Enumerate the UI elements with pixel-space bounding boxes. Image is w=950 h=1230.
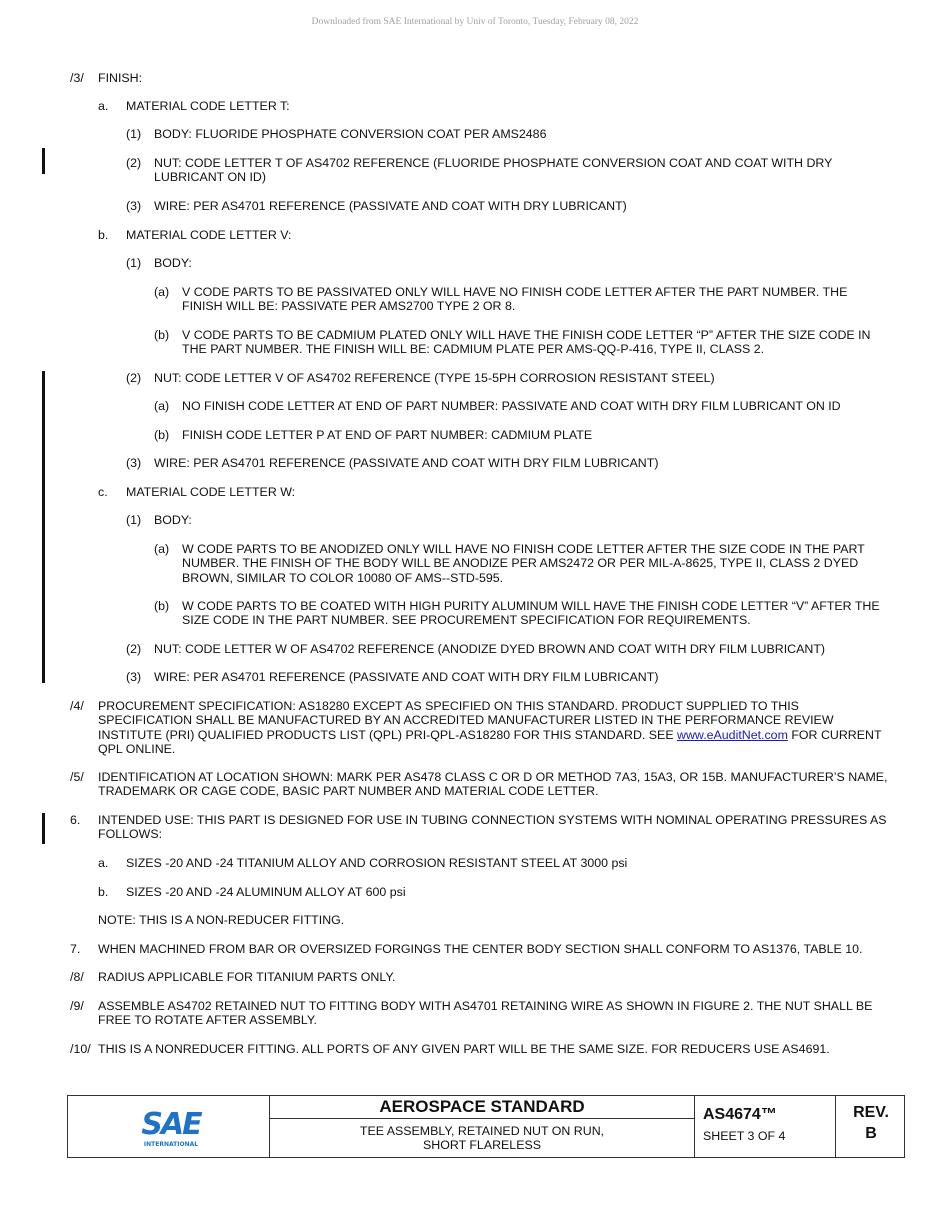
item-text: MATERIAL CODE LETTER V: [126, 228, 292, 242]
item-text: MATERIAL CODE LETTER W: [126, 485, 296, 499]
sae-logo-icon [137, 1106, 205, 1150]
sheet-number: SHEET 3 OF 4 [703, 1129, 786, 1143]
document-number-cell [695, 1096, 836, 1157]
note-label: /5/ [70, 770, 84, 784]
item-label: (1) [126, 127, 142, 141]
note-text: INTENDED USE: THIS PART IS DESIGNED FOR USE IN TUBING CONNECTION SYSTEMS WITH NOMINAL OPERATING PRESSURES AS FOLLOWS: [98, 813, 887, 842]
item-label: (b) [154, 428, 170, 442]
download-watermark: Downloaded from SAE International by Univ of Toronto, Tuesday, February 08, 2022 [311, 17, 639, 27]
item-label: b. [98, 885, 109, 899]
item-text: NUT: CODE LETTER T OF AS4702 REFERENCE (FLUORIDE PHOSPHATE CONVERSION COAT AND COAT WITH DRY LUBRICANT ON ID) [154, 156, 833, 185]
item-label: (b) [154, 328, 170, 342]
revision-bar [42, 148, 45, 174]
item-text: NO FINISH CODE LETTER AT END OF PART NUMBER: PASSIVATE AND COAT WITH DRY FILM LUBRICANT ON ID [182, 399, 841, 413]
item-text: V CODE PARTS TO BE PASSIVATED ONLY WILL HAVE NO FINISH CODE LETTER AFTER THE PART NUMBER. THE FINISH WILL BE: PASSIVATE PER AMS2700 TYPE 2 OR 8. [182, 285, 848, 314]
note-label: /3/ [70, 71, 84, 85]
item-label: (2) [126, 156, 142, 170]
item-text: WIRE: PER AS4701 REFERENCE (PASSIVATE AND COAT WITH DRY FILM LUBRICANT) [154, 670, 659, 684]
eauditnet-link[interactable]: www.eAuditNet.com [677, 727, 788, 742]
note-6-remark [98, 913, 890, 927]
item-text: MATERIAL CODE LETTER T: [126, 99, 290, 113]
item-text: WIRE: PER AS4701 REFERENCE (PASSIVATE AND COAT WITH DRY FILM LUBRICANT) [154, 456, 659, 470]
note-text: THIS IS A NONREDUCER FITTING. ALL PORTS OF ANY GIVEN PART WILL BE THE SAME SIZE. FOR REDUCERS USE AS4691. [98, 1042, 830, 1056]
item-text: W CODE PARTS TO BE ANODIZED ONLY WILL HAVE NO FINISH CODE LETTER AFTER THE SIZE CODE IN THE PART NUMBER. THE FINISH OF THE BODY WILL BE ANODIZE PER AMS2472 OR PER MIL-A-8625, TYPE II, CLASS 2 DYED BROWN, SIMILAR TO COLOR 10080 OF AMS--STD-595. [182, 542, 865, 585]
sae-logo-text: SAE [141, 1107, 201, 1142]
note-label: 6. [70, 813, 81, 827]
item-text: W CODE PARTS TO BE COATED WITH HIGH PURITY ALUMINUM WILL HAVE THE FINISH CODE LETTER “V” AFTER THE SIZE CODE IN THE PART NUMBER. SEE PROCUREMENT SPECIFICATION FOR REQUIREMENTS. [182, 599, 880, 628]
item-label: (a) [154, 285, 170, 299]
standard-heading: AEROSPACE STANDARD [270, 1096, 694, 1119]
note-text-before: PROCUREMENT SPECIFICATION: AS18280 EXCEPT AS SPECIFIED ON THIS STANDARD. PRODUCT SUPPLIED TO THIS SPECIFICATION SHALL BE MANUFACTURED BY AN ACCREDITED MANUFACTURER LISTED IN THE PERFORMANCE REVIEW INSTITUTE (PRI) QUALIFIED PRODUCTS LIST (QPL) PRI-QPL-AS18280 FOR THIS STANDARD. SEE [98, 699, 834, 742]
note-label: /8/ [70, 970, 84, 984]
sae-logo-subtext: INTERNATIONAL [143, 1141, 199, 1148]
item-text: BODY: FLUORIDE PHOSPHATE CONVERSION COAT PER AMS2486 [154, 127, 547, 141]
note-text [98, 699, 890, 756]
standard-cell [270, 1096, 695, 1157]
item-label: a. [98, 856, 109, 870]
logo-cell [68, 1096, 270, 1157]
revision-label: REV. [853, 1104, 889, 1121]
item-text: NUT: CODE LETTER W OF AS4702 REFERENCE (ANODIZE DYED BROWN AND COAT WITH DRY FILM LUBRICANT) [154, 642, 826, 656]
note-text-after: FOR CURRENT QPL ONLINE. [98, 727, 882, 756]
note-text: WHEN MACHINED FROM BAR OR OVERSIZED FORGINGS THE CENTER BODY SECTION SHALL CONFORM TO AS1376, TABLE 10. [98, 942, 863, 956]
remark-text: NOTE: THIS IS A NON-REDUCER FITTING. [98, 913, 345, 927]
revision-value: B [865, 1125, 877, 1142]
title-line-1: TEE ASSEMBLY, RETAINED NUT ON RUN, [359, 1124, 605, 1138]
item-text: NUT: CODE LETTER V OF AS4702 REFERENCE (TYPE 15-5PH CORROSION RESISTANT STEEL) [154, 371, 715, 385]
item-label: b. [98, 228, 109, 242]
item-label: (a) [154, 399, 170, 413]
item-label: (b) [154, 599, 170, 613]
note-text: IDENTIFICATION AT LOCATION SHOWN: MARK PER AS478 CLASS C OR D OR METHOD 7A3, 15A3, OR 15B. MANUFACTURER’S NAME, TRADEMARK OR CAGE CODE, BASIC PART NUMBER AND MATERIAL CODE LETTER. [98, 770, 888, 799]
item-label: (a) [154, 542, 170, 556]
note-label: /4/ [70, 699, 84, 713]
item-text: V CODE PARTS TO BE CADMIUM PLATED ONLY WILL HAVE THE FINISH CODE LETTER “P” AFTER THE SIZE CODE IN THE PART NUMBER. THE FINISH WILL BE: CADMIUM PLATE PER AMS-QQ-P-416, TYPE II, CLASS 2. [182, 328, 871, 357]
note-label: /9/ [70, 999, 84, 1013]
item-text: WIRE: PER AS4701 REFERENCE (PASSIVATE AND COAT WITH DRY LUBRICANT) [154, 199, 627, 213]
revision-bar [42, 371, 45, 683]
item-label: (2) [126, 371, 142, 385]
note-label: 7. [70, 942, 81, 956]
item-label: (1) [126, 513, 142, 527]
item-label: (3) [126, 670, 142, 684]
item-label: (1) [126, 256, 142, 270]
note-text: ASSEMBLE AS4702 RETAINED NUT TO FITTING BODY WITH AS4701 RETAINING WIRE AS SHOWN IN FIGURE 2. THE NUT SHALL BE FREE TO ROTATE AFTER ASSEMBLY. [98, 999, 873, 1028]
note-text: FINISH: [98, 71, 143, 85]
document-number: AS4674™ [703, 1106, 777, 1123]
revision-cell [836, 1096, 906, 1157]
item-text: BODY: [154, 513, 192, 527]
item-label: (3) [126, 456, 142, 470]
item-label: a. [98, 99, 109, 113]
item-text: BODY: [154, 256, 192, 270]
item-label: (2) [126, 642, 142, 656]
note-text: RADIUS APPLICABLE FOR TITANIUM PARTS ONLY. [98, 970, 396, 984]
document-title [270, 1124, 694, 1153]
note-label: /10/ [70, 1042, 91, 1056]
title-block [67, 1095, 905, 1158]
item-label: (3) [126, 199, 142, 213]
item-text: SIZES -20 AND -24 TITANIUM ALLOY AND CORROSION RESISTANT STEEL AT 3000 psi [126, 856, 628, 870]
revision-bar [42, 813, 45, 844]
item-text: FINISH CODE LETTER P AT END OF PART NUMBER: CADMIUM PLATE [182, 428, 593, 442]
item-text: SIZES -20 AND -24 ALUMINUM ALLOY AT 600 psi [126, 885, 406, 899]
item-label: c. [98, 485, 108, 499]
title-line-2: SHORT FLARELESS [423, 1138, 541, 1153]
